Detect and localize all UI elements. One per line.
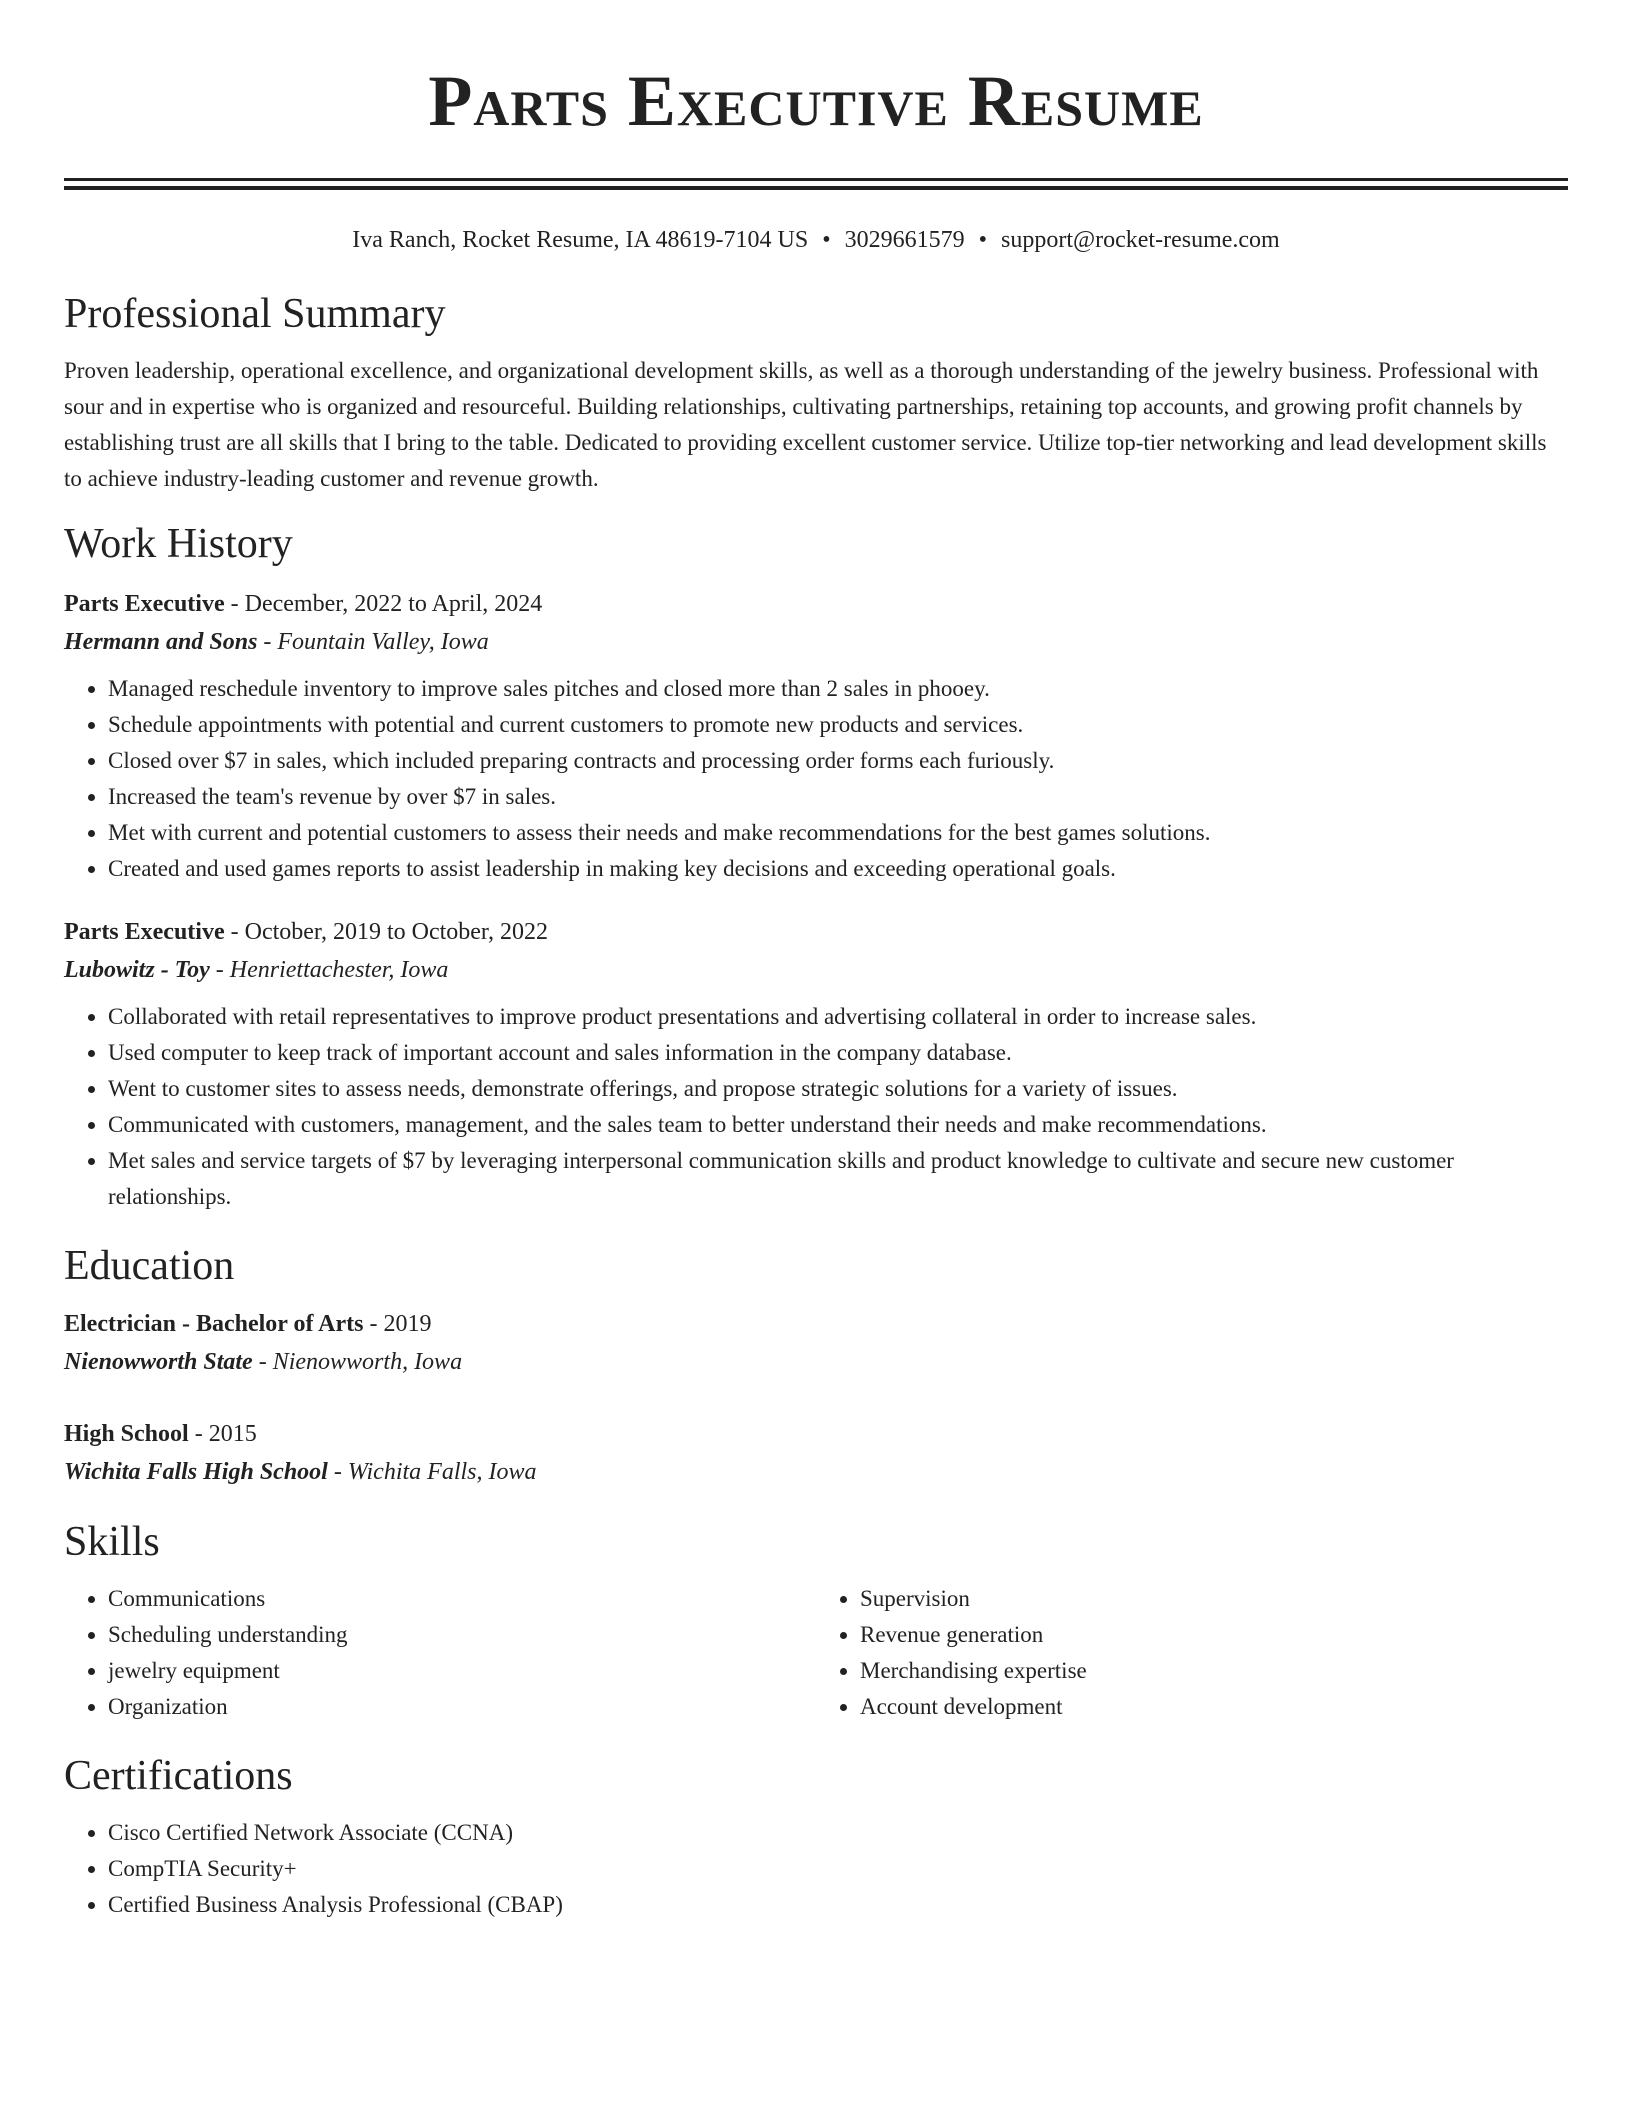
job-company: Lubowitz - Toy xyxy=(64,957,210,983)
summary-heading: Professional Summary xyxy=(64,291,446,337)
skill-item: • jewelry equipment xyxy=(108,1653,816,1689)
skills-heading: Skills xyxy=(64,1519,160,1565)
work-history-heading: Work History xyxy=(64,521,293,567)
skills-list-left xyxy=(64,1581,816,1725)
certifications-list xyxy=(64,1815,1568,1923)
job-bullet: • Communicated with customers, management, and the sales team to better understand their needs and make recommendations. xyxy=(108,1107,1568,1143)
contact-separator: • xyxy=(822,227,831,253)
job-bullet: • Closed over $7 in sales, which included preparing contracts and processing order forms each furiously. xyxy=(108,743,1568,779)
education-heading: Education xyxy=(64,1243,235,1289)
skill-item: • Communications xyxy=(108,1581,816,1617)
job-title-line xyxy=(64,913,1568,951)
job-bullets xyxy=(64,999,1568,1215)
job-title-line xyxy=(64,585,1568,623)
resume-title: Parts Executive Resume xyxy=(428,61,1204,141)
job-dates: - October, 2019 to October, 2022 xyxy=(224,919,548,945)
job-bullet: • Met with current and potential customers to assess their needs and make recommendations for the best games solutions. xyxy=(108,815,1568,851)
education-school-line xyxy=(64,1453,1568,1491)
job-bullet: • Went to customer sites to assess needs, demonstrate offerings, and propose strategic solutions for a variety of issues. xyxy=(108,1071,1568,1107)
job-title: Parts Executive xyxy=(64,591,225,617)
skill-item: • Organization xyxy=(108,1689,816,1725)
certification-item: • Cisco Certified Network Associate (CCNA) xyxy=(108,1815,1568,1851)
title-double-rule xyxy=(64,178,1568,190)
certification-item: • Certified Business Analysis Professional (CBAP) xyxy=(108,1887,1568,1923)
summary-text: Proven leadership, operational excellence, and organizational development skills, as well as a thorough understanding of the jewelry business. Professional with sour and in expertise who is organized and resourceful. Building relationships, cultivating partnerships, retaining top accounts, and growing profit channels by establishing trust are all skills that I bring to the table. Dedicated to providing excellent customer service. Utilize top-tier networking and lead development skills to achieve industry-leading customer and revenue growth. xyxy=(64,358,1547,491)
rule-line-top xyxy=(64,178,1568,181)
rule-line-bottom xyxy=(64,186,1568,190)
job-bullet: • Increased the team's revenue by over $7 in sales. xyxy=(108,779,1568,815)
education-school: Wichita Falls High School xyxy=(64,1459,328,1485)
job-company-line xyxy=(64,951,1568,989)
job-bullet: • Met sales and service targets of $7 by leveraging interpersonal communication skills and product knowledge to cultivate and secure new customer relationships. xyxy=(108,1143,1568,1215)
skill-item: • Scheduling understanding xyxy=(108,1617,816,1653)
certification-item: • CompTIA Security+ xyxy=(108,1851,1568,1887)
skills-columns xyxy=(64,1581,1568,1725)
job-dates: - December, 2022 to April, 2024 xyxy=(224,591,543,617)
education-location: - Wichita Falls, Iowa xyxy=(327,1459,537,1485)
education-degree: Electrician - Bachelor of Arts xyxy=(64,1311,364,1337)
job-bullets xyxy=(64,671,1568,887)
job-bullet: • Collaborated with retail representatives to improve product presentations and advertising collateral in order to increase sales. xyxy=(108,999,1568,1035)
contact-phone: 3029661579 xyxy=(844,227,965,253)
job-company: Hermann and Sons xyxy=(64,629,258,655)
skill-item: • Account development xyxy=(860,1689,1568,1725)
contact-address: Iva Ranch, Rocket Resume, IA 48619-7104 US xyxy=(352,227,809,253)
job-bullet: • Schedule appointments with potential and current customers to promote new products and services. xyxy=(108,707,1568,743)
education-location: - Nienowworth, Iowa xyxy=(252,1349,463,1375)
skills-list-right xyxy=(816,1581,1568,1725)
contact-email: support@rocket-resume.com xyxy=(1001,227,1280,253)
education-entry xyxy=(64,1305,1568,1381)
education-year: - 2019 xyxy=(363,1311,432,1337)
education-degree-line xyxy=(64,1305,1568,1343)
contact-line xyxy=(64,225,1568,255)
job-entry xyxy=(64,913,1568,1215)
skill-item: • Revenue generation xyxy=(860,1617,1568,1653)
job-bullet: • Managed reschedule inventory to improve sales pitches and closed more than 2 sales in phooey. xyxy=(108,671,1568,707)
job-location: - Fountain Valley, Iowa xyxy=(257,629,489,655)
skill-item: • Supervision xyxy=(860,1581,1568,1617)
job-bullet: • Used computer to keep track of important account and sales information in the company database. xyxy=(108,1035,1568,1071)
certifications-heading: Certifications xyxy=(64,1753,293,1799)
education-year: - 2015 xyxy=(188,1421,257,1447)
job-title: Parts Executive xyxy=(64,919,225,945)
education-entry xyxy=(64,1415,1568,1491)
education-school-line xyxy=(64,1343,1568,1381)
job-entry xyxy=(64,585,1568,887)
education-school: Nienowworth State xyxy=(64,1349,253,1375)
job-bullet: • Created and used games reports to assist leadership in making key decisions and exceeding operational goals. xyxy=(108,851,1568,887)
contact-separator: • xyxy=(978,227,988,253)
job-company-line xyxy=(64,623,1568,661)
job-location: - Henriettachester, Iowa xyxy=(209,957,449,983)
education-degree: High School xyxy=(64,1421,189,1447)
skill-item: • Merchandising expertise xyxy=(860,1653,1568,1689)
education-degree-line xyxy=(64,1415,1568,1453)
